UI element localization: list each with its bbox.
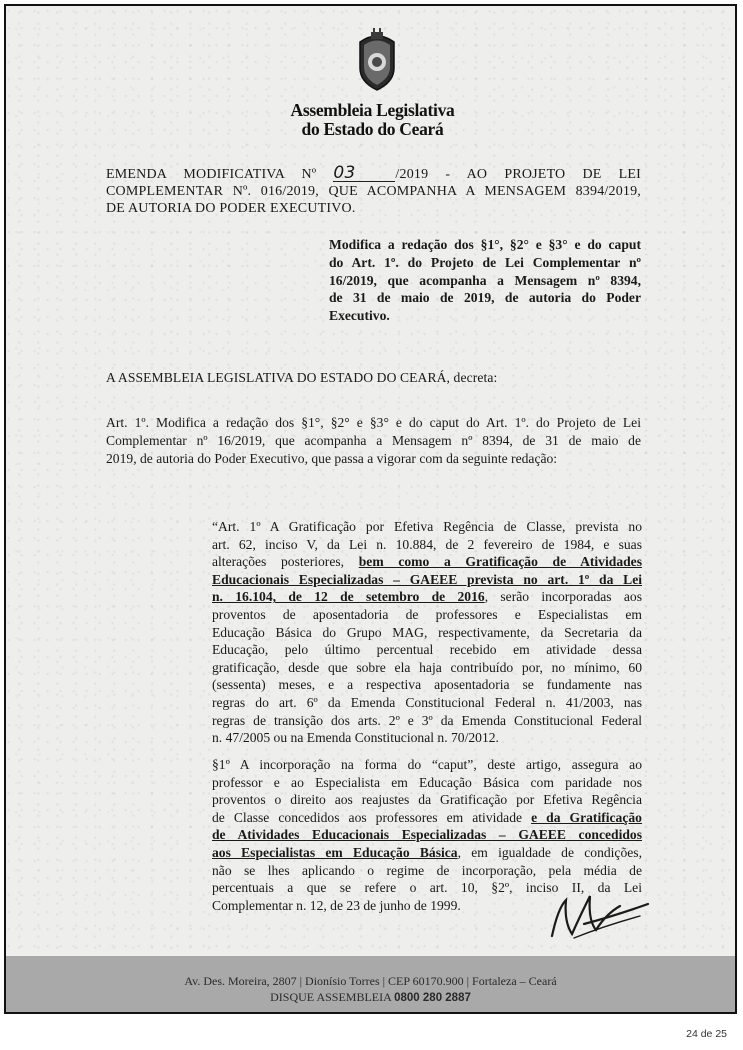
amendment-title [106, 163, 642, 217]
ementa-line: 16/2019, que acompanha a Mensagem nº 8394, [329, 272, 641, 288]
ementa-line: de 31 de maio de 2019, de autoria do Poder [329, 290, 641, 306]
quoted-article-text [212, 518, 642, 747]
emphasized-text: de Atividades Educacionais Especializadas – GAEEE concedidos [212, 827, 642, 843]
para1-line [212, 774, 642, 792]
text-segment: art. 62, inciso V, da Lei n. 10.884, de 2 fevereiro de 1984, e suas [212, 536, 642, 552]
text-segment: Educação Básica do Grupo MAG, respectivamente, da Secretaria da [212, 624, 642, 640]
page-number: 24 de 25 [686, 1028, 727, 1040]
assembly-emblem-icon [354, 28, 400, 92]
citation-line [212, 641, 642, 659]
text-segment: regras de transição dos arts. 2º e 3º da Emenda Constitucional Federal [212, 712, 642, 728]
title-suffix: /2019 - AO PROJETO DE LEI [395, 167, 642, 182]
footer-band [6, 956, 735, 1012]
ementa-line: do Art. 1º. do Projeto de Lei Complementar nº [329, 254, 641, 270]
logo-line-2: do Estado do Ceará [301, 119, 444, 139]
citation-line [212, 712, 642, 730]
logo-line-1: Assembleia Legislativa [290, 100, 455, 120]
text-segment: proventos de aposentadoria de professores e Especialistas em [212, 606, 642, 622]
title-line-3: DE AUTORIA DO PODER EXECUTIVO. [106, 201, 356, 216]
signature-icon [544, 886, 654, 946]
text-segment: Educação, pelo último percentual recebido em atividade dessa [212, 642, 642, 658]
text-segment: gratificação, desde que sobre ela haja contribuído por, no mínimo, 60 [212, 659, 642, 675]
emphasized-text: bem como a Gratificação de Atividades [358, 554, 643, 570]
article-1-line: Art. 1º. Modifica a redação dos §1°, §2° e §3° e do caput do Art. 1º. do Projeto de Lei [106, 415, 641, 430]
footer-phone-number: 0800 280 2887 [394, 992, 471, 1004]
footer-phone-label: DISQUE ASSEMBLEIA [270, 990, 392, 1004]
text-segment: proventos o direito aos reajustes da Gratificação por Efetiva Regência [212, 792, 642, 808]
citation-line [212, 518, 642, 536]
citation-line [212, 729, 642, 747]
ementa-line: Executivo. [329, 308, 390, 324]
citation-line [212, 606, 642, 624]
text-segment: §1º A incorporação na forma do “caput”, deste artigo, assegura ao [212, 757, 642, 772]
text-segment: percentuais a que se refere o art. 10, §2º, inciso II, da Lei [212, 880, 642, 896]
ementa-line: Modifica a redação dos §1°, §2° e §3° e do caput [329, 237, 641, 252]
article-1-line: 2019, de autoria do Poder Executivo, que passa a vigorar com da seguinte redação: [106, 450, 558, 466]
citation-line [212, 536, 642, 554]
title-line-1 [106, 163, 642, 183]
text-segment: , serão incorporadas aos [484, 589, 642, 605]
citation-line [212, 624, 642, 642]
para1-line [212, 862, 642, 880]
article-1-line: Complementar nº 16/2019, que acompanha a Mensagem nº 8394, de 31 de maio de [106, 432, 641, 448]
footer-phone [6, 990, 735, 1005]
citation-line [212, 694, 642, 712]
ementa-summary [329, 236, 641, 325]
text-segment: alterações posteriores, [212, 554, 359, 570]
text-segment: de Classe concedidos aos professores em atividade [212, 809, 532, 825]
text-segment: não se lhes aplicando o regime de incorporação, pela média de [212, 862, 642, 878]
text-segment: professor e ao Especialista em Educação Básica com paridade nos [212, 774, 642, 790]
para1-line [212, 826, 642, 844]
document-page [4, 4, 737, 1014]
decree-formula: A ASSEMBLEIA LEGISLATIVA DO ESTADO DO CEARÁ, decreta: [106, 370, 498, 385]
emphasized-text: e da Gratificação [531, 809, 642, 825]
citation-line [212, 588, 642, 606]
citation-line [212, 676, 642, 694]
text-segment: n. 47/2005 ou na Emenda Constitucional n. 70/2012. [212, 730, 499, 746]
para1-line [212, 809, 642, 827]
emphasized-text: aos Especialistas em Educação Básica [212, 844, 458, 860]
para1-line [212, 791, 642, 809]
citation-line [212, 571, 642, 589]
article-1 [106, 414, 641, 467]
text-segment: regras do art. 6º da Emenda Constitucional Federal n. 41/2003, nas [212, 694, 642, 710]
para1-line [212, 844, 642, 862]
text-segment: “Art. 1º A Gratificação por Efetiva Regência de Classe, prevista no [212, 519, 642, 534]
para1-line [212, 756, 642, 774]
text-segment: (sessenta) meses, e a respectiva aposentadoria se fundamente nas [212, 677, 642, 693]
title-prefix: EMENDA MODIFICATIVA Nº [106, 167, 317, 182]
footer-address: Av. Des. Moreira, 2807 | Dionísio Torres | CEP 60170.900 | Fortaleza – Ceará [184, 974, 557, 988]
emphasized-text: Educacionais Especializadas – GAEEE prevista no art. 1º da Lei [212, 571, 642, 587]
title-line-2: COMPLEMENTAR Nº. 016/2019, QUE ACOMPANHA A MENSAGEM 8394/2019, [106, 184, 641, 199]
text-segment: Complementar n. 12, de 23 de junho de 1999. [212, 897, 461, 913]
citation-line [212, 553, 642, 571]
emphasized-text: n. 16.104, de 12 de setembro de 2016 [212, 589, 485, 605]
citation-line [212, 659, 642, 677]
text-segment: , em igualdade de condições, [457, 844, 642, 860]
amendment-number: 03 [333, 166, 395, 182]
